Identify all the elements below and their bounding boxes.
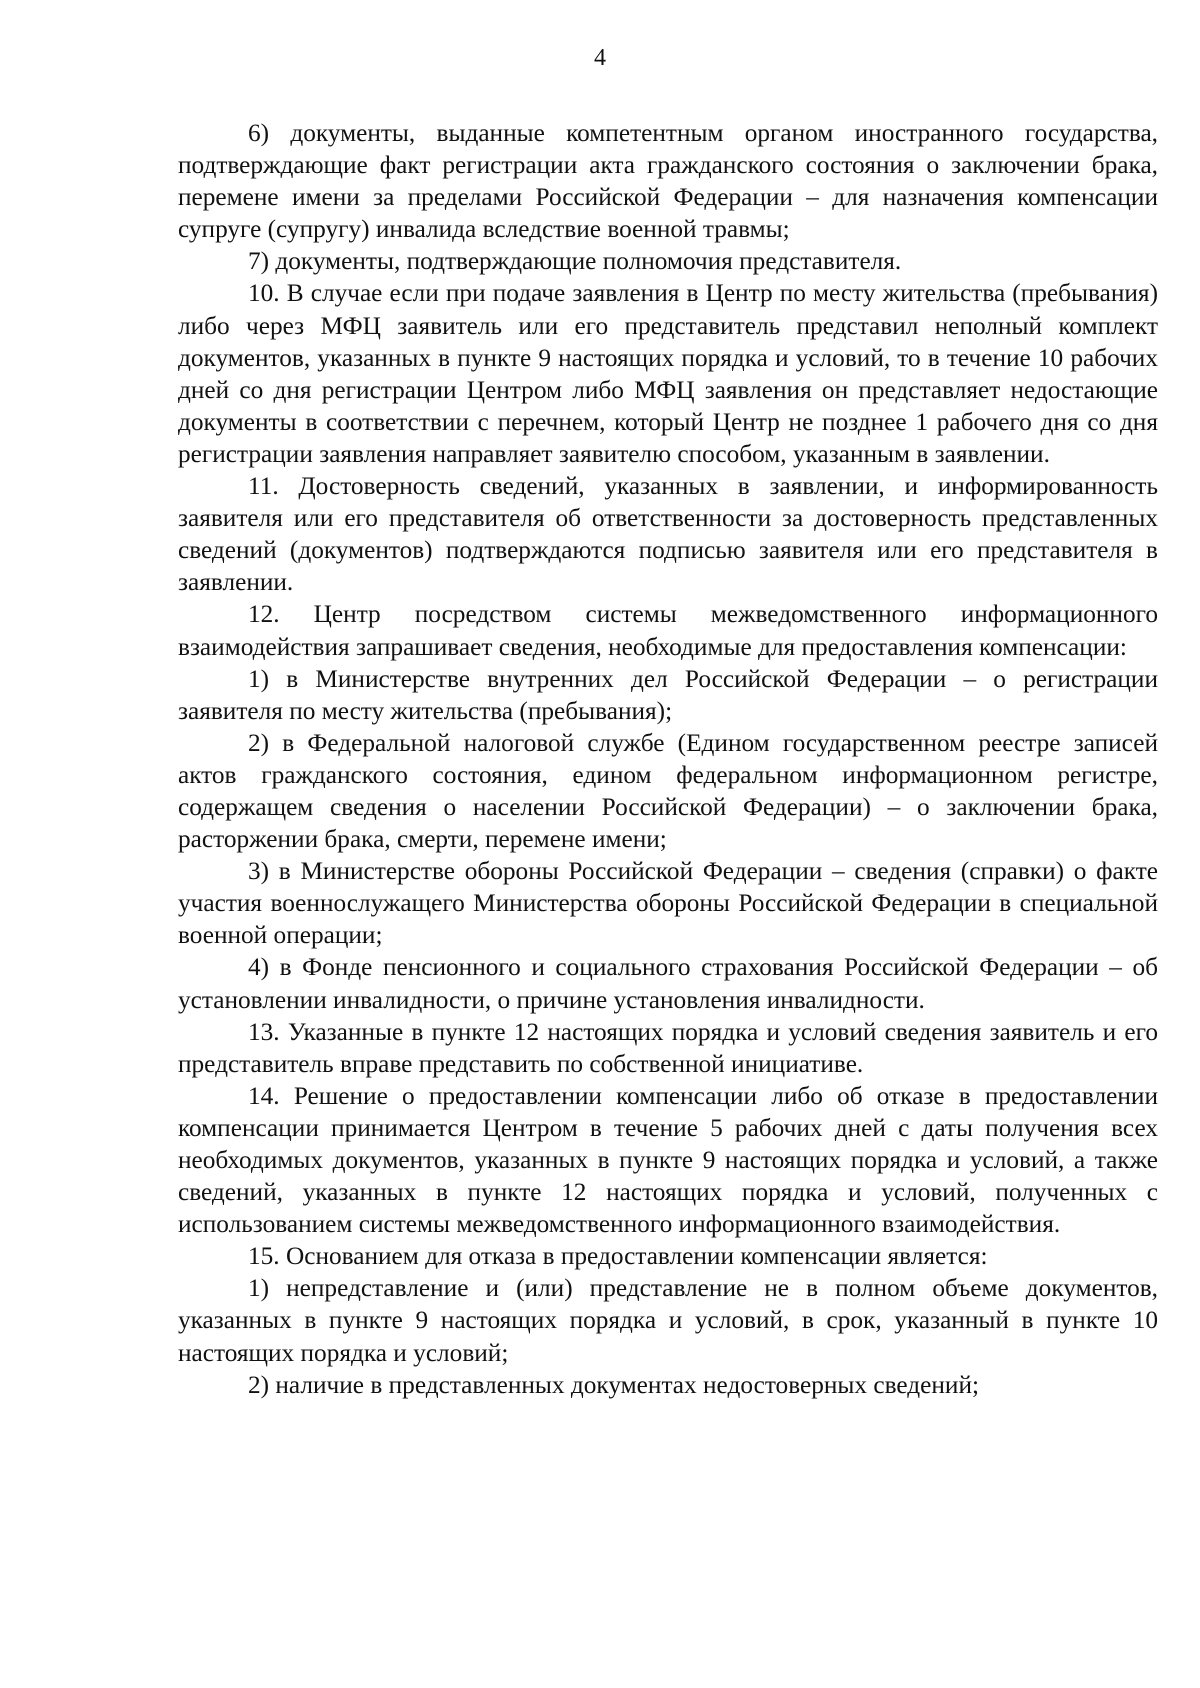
paragraph-clause-10: 10. В случае если при подаче заявления в Центр по месту жительства (пребывания) либо через МФЦ заявитель или его представитель представил неполный комплект документов, указанных в пункте 9 настоящих порядка и условий, то в течение 10 рабочих дней со дня регистрации Центром либо МФЦ заявления он представляет недостающие документы в соответствии с перечнем, который Центр не позднее 1 рабочего дня со дня регистрации заявления направляет заявителю способом, указанным в заявлении.: [178, 279, 1158, 468]
paragraph-clause-12-item-4: 4) в Фонде пенсионного и социального страхования Российской Федерации – об установлении инвалидности, о причине установления инвалидности.: [178, 953, 1158, 1014]
page-number: 4: [594, 45, 606, 71]
paragraph-clause-14: 14. Решение о предоставлении компенсации либо об отказе в предоставлении компенсации принимается Центром в течение 5 рабочих дней с даты получения всех необходимых документов, указанных в пункте 9 настоящих порядка и условий, а также сведений, указанных в пункте 12 настоящих порядка и условий, полученных с использованием системы межведомственного информационного взаимодействия.: [178, 1081, 1158, 1239]
paragraph-clause-12-item-1: 1) в Министерстве внутренних дел Российской Федерации – о регистрации заявителя по месту жительства (пребывания);: [178, 664, 1158, 725]
paragraph-clause-15-item-2: 2) наличие в представленных документах недостоверных сведений;: [248, 1370, 980, 1399]
paragraph-clause-12-item-3: 3) в Министерстве обороны Российской Федерации – сведения (справки) о факте участия военнослужащего Министерства обороны Российской Федерации в специальной военной операции;: [178, 857, 1158, 950]
paragraph-item-7-representative: 7) документы, подтверждающие полномочия представителя.: [248, 247, 902, 276]
document-body: [178, 117, 1158, 1401]
paragraph-clause-15-item-1: 1) непредставление и (или) представление не в полном объеме документов, указанных в пункте 9 настоящих порядка и условий, в срок, указанный в пункте 10 настоящих порядка и условий;: [178, 1274, 1158, 1367]
paragraph-item-6-foreign-documents: 6) документы, выданные компетентным органом иностранного государства, подтверждающие факт регистрации акта гражданского состояния о заключении брака, перемене имени за пределами Российской Федерации – для назначения компенсации супруге (супругу) инвалида вследствие военной травмы;: [178, 119, 1158, 244]
paragraph-clause-11: 11. Достоверность сведений, указанных в заявлении, и информированность заявителя или его представителя об ответственности за достоверность представленных сведений (документов) подтверждаются подписью заявителя или его представителя в заявлении.: [178, 472, 1158, 597]
paragraph-clause-15: 15. Основанием для отказа в предоставлении компенсации является:: [248, 1242, 988, 1271]
paragraph-clause-13: 13. Указанные в пункте 12 настоящих порядка и условий сведения заявитель и его представитель вправе представить по собственной инициативе.: [178, 1017, 1158, 1078]
paragraph-clause-12-item-2: 2) в Федеральной налоговой службе (Едином государственном реестре записей актов гражданского состояния, едином федеральном информационном регистре, содержащем сведения о населении Российской Федерации) – о заключении брака, расторжении брака, смерти, перемене имени;: [178, 728, 1158, 854]
paragraph-clause-12: 12. Центр посредством системы межведомственного информационного взаимодействия запрашивает сведения, необходимые для предоставления компенсации:: [178, 600, 1158, 661]
